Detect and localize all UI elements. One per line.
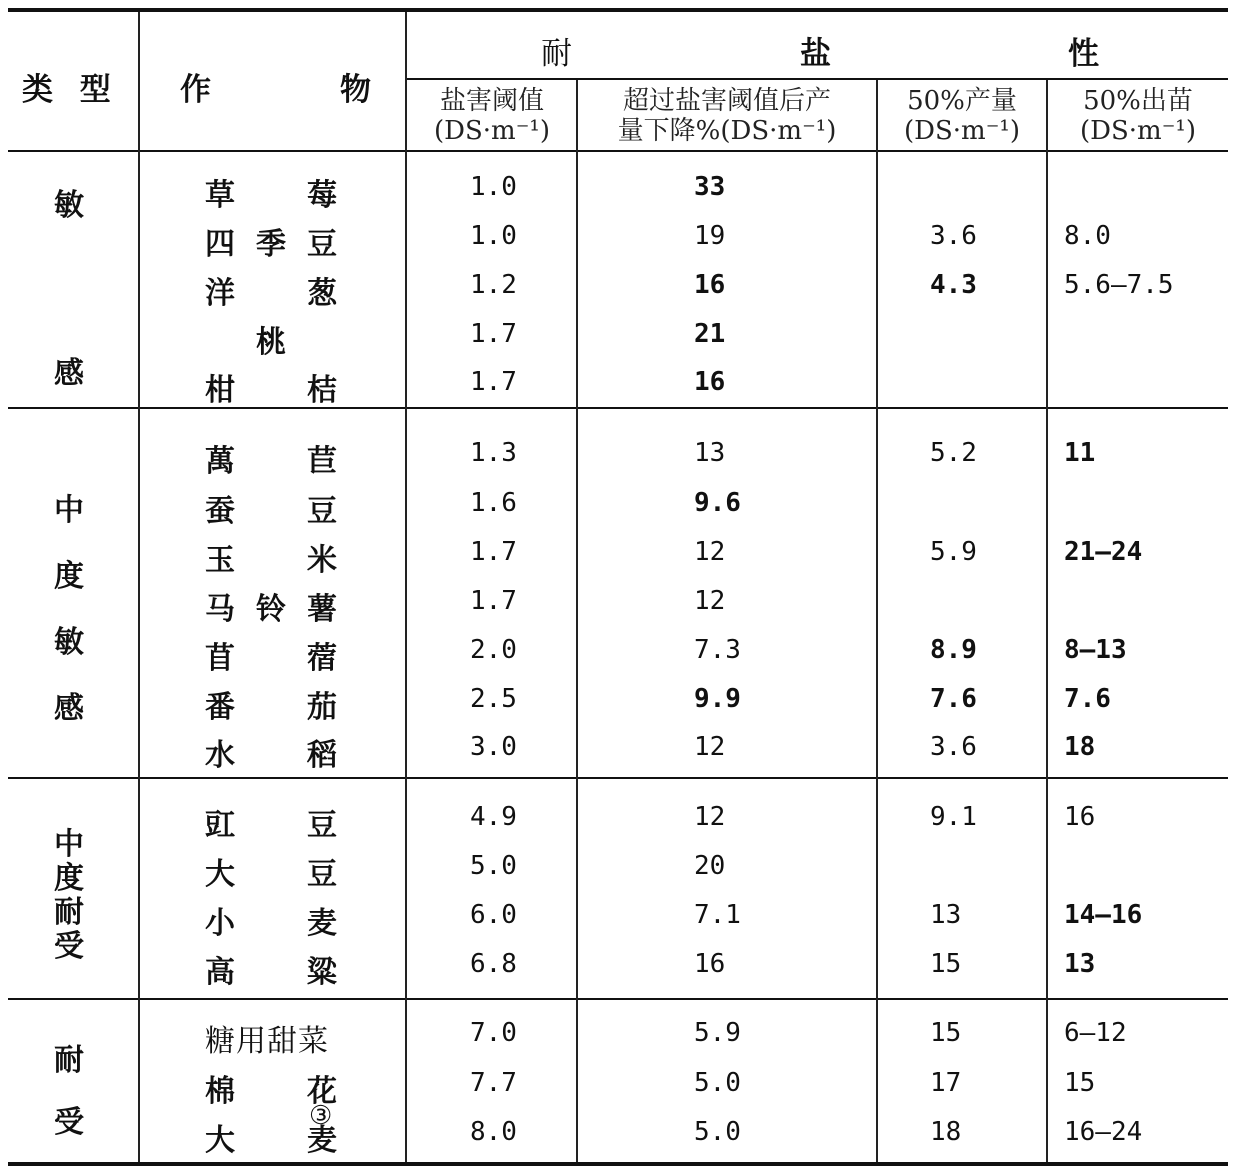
yield50-cell: 5.2 — [930, 438, 977, 468]
crop-name-char: 玉 — [205, 543, 235, 578]
threshold-cell: 2.0 — [470, 635, 517, 665]
yield50-cell: 9.1 — [930, 802, 977, 832]
threshold-cell: 5.0 — [470, 851, 517, 881]
salt-tolerance-header-1: 耐 — [541, 36, 572, 72]
crop-name — [205, 436, 337, 480]
crop-name-char: 豆 — [307, 808, 337, 843]
crop-name-text: 糖用甜菜 — [205, 1024, 329, 1059]
group-divider-3 — [8, 998, 1228, 1000]
crop-name-char: 大 — [205, 1123, 235, 1158]
emergence50-cell: 5.6—7.5 — [1064, 270, 1174, 300]
threshold-cell: 1.0 — [470, 221, 517, 251]
crop-name-char: 季 — [256, 227, 286, 262]
yield50-cell: 8.9 — [930, 635, 977, 665]
yield50-cell: 3.6 — [930, 221, 977, 251]
col-header-emergence50 — [1048, 86, 1228, 146]
threshold-cell: 1.7 — [470, 537, 517, 567]
vline-col1 — [576, 80, 578, 1162]
crop-name-char: 桃 — [256, 325, 286, 360]
threshold-cell: 6.0 — [470, 900, 517, 930]
crop-name-char: 粱 — [307, 955, 337, 990]
group-type-moderately-sensitive-char4: 感 — [54, 691, 84, 726]
group-type-moderately-sensitive-char3: 敏 — [54, 625, 84, 660]
col-header-threshold-line1: 盐害阈值 — [439, 86, 544, 116]
threshold-cell: 7.0 — [470, 1018, 517, 1048]
threshold-cell: 6.8 — [470, 949, 517, 979]
col-header-decline — [578, 86, 876, 146]
crop-name — [205, 535, 337, 579]
crop-name — [205, 1101, 337, 1159]
crop-name-char: 苜 — [205, 641, 235, 676]
crop-name — [205, 365, 337, 409]
threshold-cell: 1.2 — [470, 270, 517, 300]
crop-name — [205, 633, 337, 677]
decline-cell: 9.9 — [694, 684, 741, 714]
vline-type — [138, 12, 140, 1162]
emergence50-cell: 18 — [1064, 732, 1096, 762]
crop-name — [205, 317, 337, 361]
threshold-cell: 1.7 — [470, 586, 517, 616]
crop-name-char: 草 — [205, 178, 235, 213]
decline-cell: 7.1 — [694, 900, 741, 930]
crop-name-char: 豆 — [307, 494, 337, 529]
crop-name-char: 萬 — [205, 444, 235, 479]
decline-cell: 12 — [694, 537, 726, 567]
crop-name-char: 高 — [205, 955, 235, 990]
crop-name-char: 豆 — [307, 227, 337, 262]
crop-name-char: 苣 — [307, 444, 337, 479]
emergence50-cell: 6—12 — [1064, 1018, 1127, 1048]
crop-name-char: 茄 — [307, 690, 337, 725]
decline-cell: 16 — [694, 270, 726, 300]
yield50-cell: 5.9 — [930, 537, 977, 567]
col-header-yield50-line1: 50%产量 — [907, 86, 1017, 116]
decline-cell: 5.9 — [694, 1018, 741, 1048]
col-header-decline-line1: 超过盐害阈值后产 — [622, 86, 831, 116]
crop-name — [205, 1016, 337, 1060]
crop-name-char: 麦 — [307, 906, 337, 941]
yield50-cell: 4.3 — [930, 270, 977, 300]
col-header-emergence50-line2: (DS·m⁻¹) — [1079, 116, 1196, 146]
threshold-cell: 1.3 — [470, 438, 517, 468]
crop-name-char: 豆 — [307, 857, 337, 892]
crop-name-char: 桔 — [307, 373, 337, 408]
crop-name-char: 米 — [307, 543, 337, 578]
group-type-tolerant-char1: 耐 — [54, 1043, 84, 1078]
col-header-threshold — [408, 86, 576, 146]
threshold-cell: 7.7 — [470, 1068, 517, 1098]
threshold-cell: 8.0 — [470, 1117, 517, 1147]
threshold-cell: 2.5 — [470, 684, 517, 714]
crop-name-char: 水 — [205, 738, 235, 773]
bottom-rule — [8, 1162, 1228, 1166]
crop-name — [205, 730, 337, 774]
threshold-cell: 1.0 — [470, 172, 517, 202]
crop-name — [205, 898, 337, 942]
emergence50-cell: 16 — [1064, 802, 1096, 832]
salt-tolerance-header-2: 盐 — [800, 36, 831, 72]
emergence50-cell: 15 — [1064, 1068, 1096, 1098]
group-type-sensitive-char1: 敏 — [54, 188, 84, 223]
decline-cell: 9.6 — [694, 488, 741, 518]
crop-name-char: 稻 — [307, 738, 337, 773]
vline-col3 — [1046, 80, 1048, 1162]
decline-cell: 12 — [694, 586, 726, 616]
yield50-cell: 15 — [930, 1018, 962, 1048]
group-type-sensitive-char2: 感 — [54, 356, 84, 391]
crop-name-char: 豇 — [205, 808, 235, 843]
crop-name-char: 蓿 — [307, 641, 337, 676]
crop-name — [205, 584, 337, 628]
threshold-cell: 1.7 — [470, 319, 517, 349]
crop-header-right: 物 — [340, 72, 371, 108]
crop-name — [205, 947, 337, 991]
yield50-cell: 17 — [930, 1068, 962, 1098]
col-header-threshold-line2: (DS·m⁻¹) — [433, 116, 550, 146]
decline-cell: 20 — [694, 851, 726, 881]
crop-name — [205, 849, 337, 893]
crop-name-char: 柑 — [205, 373, 235, 408]
group-divider-1 — [8, 407, 1228, 409]
crop-name-char: 大 — [205, 857, 235, 892]
header-bottom-rule — [8, 150, 1228, 152]
yield50-cell: 15 — [930, 949, 962, 979]
yield50-cell: 13 — [930, 900, 962, 930]
group-divider-2 — [8, 777, 1228, 779]
emergence50-cell: 14—16 — [1064, 900, 1143, 930]
crop-name — [205, 219, 337, 263]
crop-name-char: 莓 — [307, 178, 337, 213]
emergence50-cell: 21—24 — [1064, 537, 1143, 567]
crop-name-char: 洋 — [205, 276, 235, 311]
emergence50-cell: 8—13 — [1064, 635, 1127, 665]
type-header: 类 型 — [22, 72, 119, 108]
decline-cell: 5.0 — [694, 1068, 741, 1098]
decline-cell: 5.0 — [694, 1117, 741, 1147]
decline-cell: 12 — [694, 802, 726, 832]
crop-name-char: 铃 — [256, 592, 286, 627]
crop-header-left: 作 — [180, 72, 211, 108]
threshold-cell: 1.7 — [470, 367, 517, 397]
crop-name — [205, 682, 337, 726]
vline-crop — [405, 12, 407, 1162]
crop-name-char: 麦 — [307, 1123, 337, 1158]
decline-cell: 21 — [694, 319, 726, 349]
emergence50-cell: 7.6 — [1064, 684, 1111, 714]
group-type-moderately-sensitive-char2: 度 — [54, 559, 84, 594]
crop-name-char: 马 — [205, 592, 235, 627]
threshold-cell: 1.6 — [470, 488, 517, 518]
crop-name — [205, 486, 337, 530]
group-type-moderately-tolerant: 中度耐受 — [54, 827, 84, 964]
yield50-cell: 18 — [930, 1117, 962, 1147]
crop-name — [205, 268, 337, 312]
crop-name-char: 蚕 — [205, 494, 235, 529]
emergence50-cell: 16—24 — [1064, 1117, 1143, 1147]
yield50-cell: 7.6 — [930, 684, 977, 714]
decline-cell: 33 — [694, 172, 726, 202]
crop-name-char: 小 — [205, 906, 235, 941]
decline-cell: 13 — [694, 438, 726, 468]
crop-name-char: 葱 — [307, 276, 337, 311]
emergence50-cell: 11 — [1064, 438, 1096, 468]
decline-cell: 16 — [694, 367, 726, 397]
crop-name-char: 棉 — [205, 1074, 235, 1109]
footnote-marker: ③ — [309, 1101, 333, 1131]
col-header-yield50 — [878, 86, 1046, 146]
threshold-cell: 3.0 — [470, 732, 517, 762]
header-divider — [405, 78, 1228, 80]
crop-name-char: 番 — [205, 690, 235, 725]
emergence50-cell: 8.0 — [1064, 221, 1111, 251]
threshold-cell: 4.9 — [470, 802, 517, 832]
col-header-emergence50-line1: 50%出苗 — [1083, 86, 1193, 116]
group-type-tolerant-char2: 受 — [54, 1105, 84, 1140]
decline-cell: 7.3 — [694, 635, 741, 665]
yield50-cell: 3.6 — [930, 732, 977, 762]
decline-cell: 12 — [694, 732, 726, 762]
emergence50-cell: 13 — [1064, 949, 1096, 979]
col-header-yield50-line2: (DS·m⁻¹) — [903, 116, 1020, 146]
crop-name-char: 花 — [307, 1074, 337, 1109]
col-header-decline-line2: 量下降%(DS·m⁻¹) — [617, 116, 837, 146]
decline-cell: 19 — [694, 221, 726, 251]
crop-name — [205, 170, 337, 214]
crop-name — [205, 800, 337, 844]
decline-cell: 16 — [694, 949, 726, 979]
crop-name-char: 薯 — [307, 592, 337, 627]
crop-name-char: 四 — [205, 227, 235, 262]
group-type-moderately-sensitive-char1: 中 — [54, 493, 84, 528]
vline-col2 — [876, 80, 878, 1162]
group-type-sensitive — [42, 180, 96, 390]
top-rule — [8, 8, 1228, 12]
salt-tolerance-header-3: 性 — [1068, 36, 1099, 72]
